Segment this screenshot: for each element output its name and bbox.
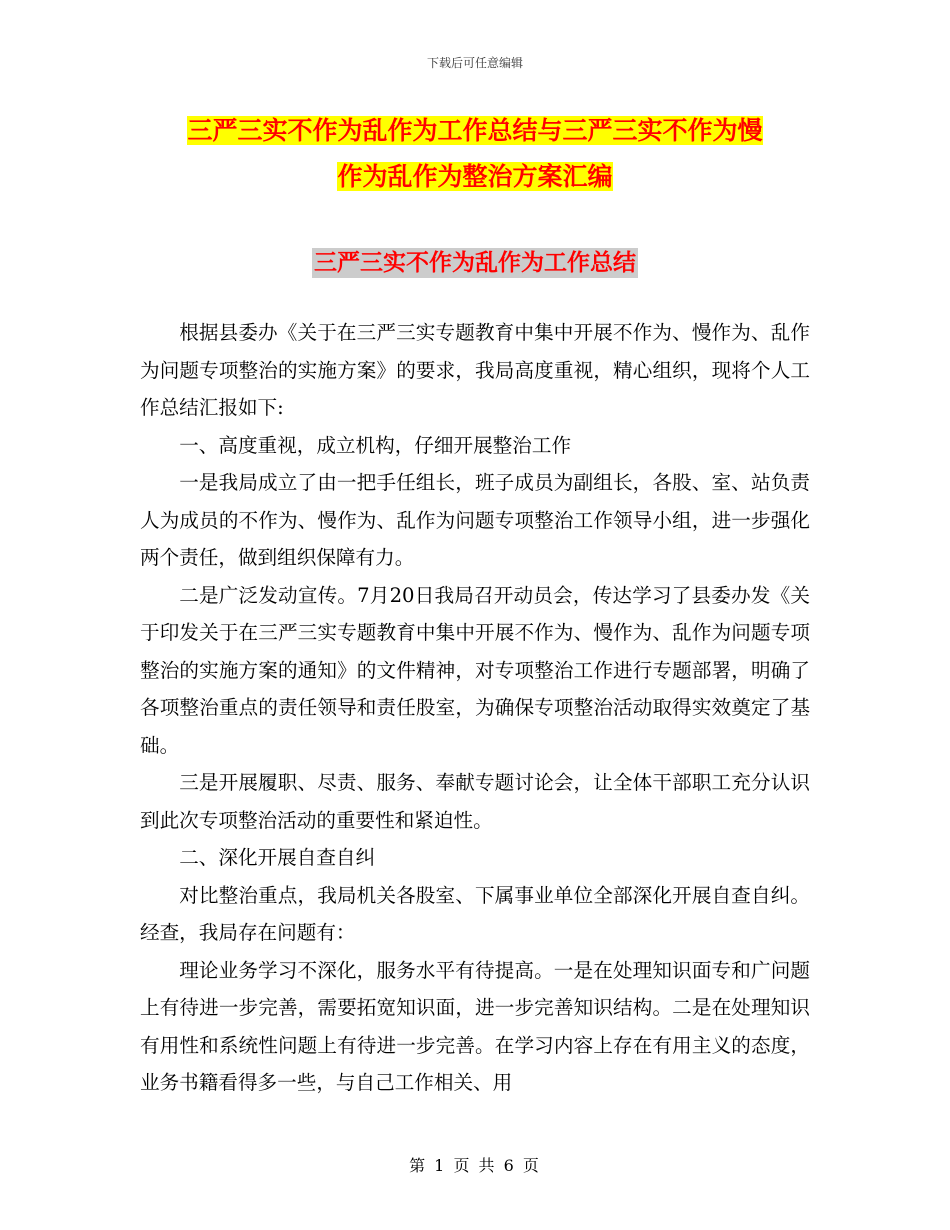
- document-title: [140, 108, 810, 200]
- heading-section-1: 一、高度重视，成立机构，仔细开展整治工作: [179, 433, 572, 457]
- page-number-footer: 第 1 页 共 6 页: [409, 1156, 541, 1175]
- header-note: 下载后可任意编辑: [426, 56, 523, 70]
- section-title-text: 三严三实不作为乱作为工作总结: [314, 250, 636, 276]
- paragraph-intro: 根据县委办《关于在三严三实专题教育中集中开展不作为、慢作为、乱作为问题专项整治的实施方案》的要求，我局高度重视，精心组织，现将个人工作总结汇报如下:: [140, 321, 810, 419]
- paragraph-item-3: 三是开展履职、尽责、服务、奉献专题讨论会，让全体干部职工充分认识到此次专项整治活动的重要性和紧迫性。: [140, 771, 810, 832]
- paragraph-item-1: 一是我局成立了由一把手任组长，班子成员为副组长，各股、室、站负责人为成员的不作为、慢作为、乱作为问题专项整治工作领导小组，进一步强化两个责任，做到组织保障有力。: [140, 471, 810, 569]
- paragraph-item-2: 二是广泛发动宣传。7月20日我局召开动员会，传达学习了县委办发《关于印发关于在三严三实专题教育中集中开展不作为、慢作为、乱作为问题专项整治的实施方案的通知》的文件精神，对专项整治工作进行专题部署，明确了各项整治重点的责任领导和责任股室，为确保专项整治活动取得实效奠定了基础。: [140, 583, 810, 757]
- paragraph-self-check: 对比整治重点，我局机关各股室、下属事业单位全部深化开展自查自纠。经查，我局存在问题有：: [140, 883, 810, 944]
- paragraph-problems: 理论业务学习不深化，服务水平有待提高。一是在处理知识面专和广问题上有待进一步完善，需要拓宽知识面，进一步完善知识结构。二是在处理知识有用性和系统性问题上有待进一步完善。在学习内容上存在有用主义的态度，业务书籍看得多一些，与自己工作相关、用: [140, 958, 810, 1094]
- document-body: [140, 314, 810, 1102]
- heading-section-2: 二、深化开展自查自纠: [179, 846, 376, 869]
- document-title-line-1: 三严三实不作为乱作为工作总结与三严三实不作为慢: [187, 116, 763, 145]
- document-title-line-2: 作为乱作为整治方案汇编: [337, 162, 613, 191]
- section-title: [0, 244, 950, 277]
